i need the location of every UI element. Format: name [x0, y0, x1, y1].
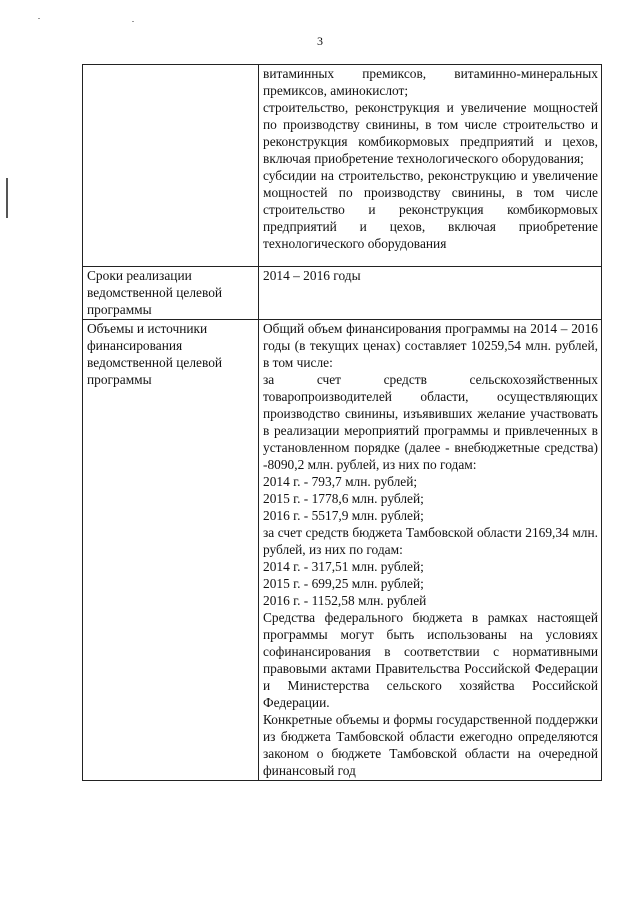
scan-speck	[132, 21, 134, 22]
content-paragraph: за счет средств бюджета Тамбовской области 2169,34 млн. рублей, из них по годам:	[263, 525, 598, 557]
content-paragraph: за счет средств сельскохозяйственных товаропроизводителей области, осуществляющих производство свинины, изъявивших желание участвовать в реализации мероприятий программы и привлеченных в установленном порядке (далее - внебюджетные средства) -8090,2 млн. рублей, из них по годам:	[263, 372, 598, 472]
content-paragraph: Конкретные объемы и формы государственной поддержки из бюджета Тамбовской области ежегодно определяются законом о бюджете Тамбовской области на очередной финансовый год	[263, 712, 598, 778]
year-amount-line: 2016 г. - 5517,9 млн. рублей;	[263, 508, 424, 523]
row-content	[259, 65, 602, 267]
table-row	[83, 65, 602, 267]
scan-margin-mark	[6, 178, 8, 218]
year-amount-line: 2015 г. - 1778,6 млн. рублей;	[263, 491, 424, 506]
year-amount-line: 2014 г. - 317,51 млн. рублей;	[263, 559, 424, 574]
content-paragraph: Общий объем финансирования программы на 2014 – 2016 годы (в текущих ценах) составляет 10259,54 млн. рублей, в том числе:	[263, 321, 598, 370]
year-amount-line: 2016 г. - 1152,58 млн. рублей	[263, 593, 427, 608]
content-paragraph: витаминных премиксов, витаминно-минеральных премиксов, аминокислот;	[263, 66, 598, 98]
table-row	[83, 267, 602, 320]
content-paragraph: Средства федерального бюджета в рамках настоящей программы могут быть использованы на условиях софинансирования в соответствии с нормативными правовыми актами Правительства Российской Федерации и Министерства сельского хозяйства Российской Федерации.	[263, 610, 598, 710]
page-number: 3	[317, 34, 323, 48]
content-paragraph: 2014 – 2016 годы	[263, 268, 361, 283]
row-label	[83, 65, 259, 267]
row-label: Объемы и источники финансирования ведомственной целевой программы	[83, 320, 259, 781]
year-amount-line: 2014 г. - 793,7 млн. рублей;	[263, 474, 418, 489]
scan-speck	[38, 18, 40, 19]
content-paragraph: строительство, реконструкция и увеличение мощностей по производству свинины, в том числе строительство и реконструкция комбикормовых предприятий и цехов, включая приобретение технологического оборудования;	[263, 100, 598, 166]
program-passport-table	[82, 64, 602, 781]
row-content	[259, 320, 602, 781]
row-label: Сроки реализации ведомственной целевой программы	[83, 267, 259, 320]
content-paragraph: субсидии на строительство, реконструкцию и увеличение мощностей по производству свинины, в том числе строительство и реконструкция комбикормовых предприятий и цехов, включая приобретение технологического оборудования	[263, 168, 598, 251]
row-content	[259, 267, 602, 320]
year-amount-line: 2015 г. - 699,25 млн. рублей;	[263, 576, 424, 591]
table-row	[83, 320, 602, 781]
